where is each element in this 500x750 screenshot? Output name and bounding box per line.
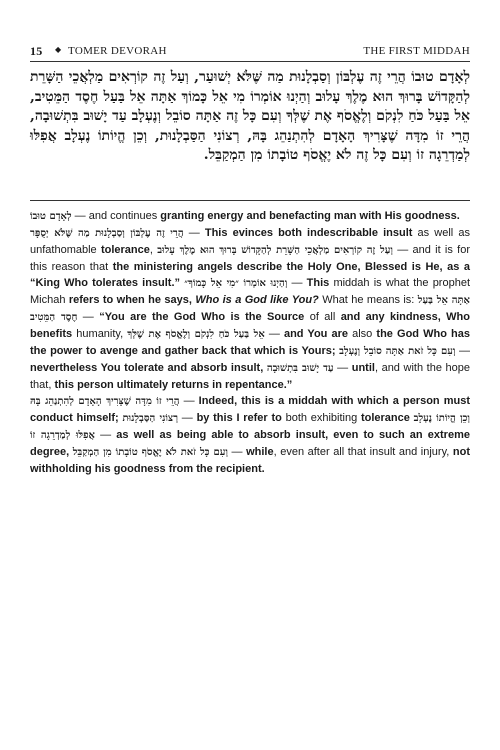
commentary-paragraph-2: הֲרֵי זֶה עֶלְבּוֹן וְסַבְלָנוּת מַה שֶּׁלֹּא יְסֻפָּר — This evinces both indescribable insult as well as unfathomable tolerance, וְעַל זֶה קוֹרְאִים מַלְאֲכֵי הַשָּׁרֵת לְהַקָּדוֹשׁ בָּרוּךְ הוּא מֶלֶךְ עָלוּב — and it is for this reason that the ministering angels describe the Holy One, Blessed is He, as a “King Who tolerates insult.” וְהַיְנוּ אוֹמְרוֹ ״מִי אֵל כָּמוֹךָ״ — This middah is what the prophet Michah refers to when he says, Who is a God like You? What he means is: אַתָּה אֵל בַּעַל חֶסֶד הַמֵּטִיב — “You are the God Who is the Source of all and any kindness, Who benefits humanity, אֵל בַּעַל כֹּחַ לִנְקֹם וְלֶאֱסֹף אֶת שֶׁלְּךָ — and You are also the God Who has the power to avenge and gather back that which is Yours; וְעִם כָּל זֹאת אַתָּה סוֹבֵל וְנֶעְלָב — nevertheless You tolerate and absorb insult, עַד יָשׁוּב בִּתְשׁוּבָה — until, and with the hope that, this person ultimately returns in repentance.” [30, 227, 470, 391]
book-page [30, 0, 470, 750]
commentary-paragraph-3: הֲרֵי זוֹ מִדָּה שֶׁצָּרִיךְ הָאָדָם לְהִתְנַהֵג בָּהּ — Indeed, this is a middah with which a person must conduct himself; רְצוֹנִי הַסַּבְלָנוּת — by this I refer to both exhibiting tolerance וְכֵן הֱיוֹתוֹ נֶעְלָב אֲפִלּוּ לְמַדְרֵגָה זוֹ — as well as being able to absorb insult, even to such an extreme degree, וְעִם כָּל זֹאת לֹא יֶאֱסֹף טוֹבָתוֹ מִן הַמְקַבֵּל — while, even after all that insult and injury, not withholding his goodness from the recipient. [30, 395, 470, 475]
text-divider [30, 200, 470, 201]
header-divider [30, 61, 470, 62]
book-title: TOMER DEVORAH [68, 45, 167, 57]
page-number: 15 [30, 44, 43, 58]
commentary-paragraph-1: לְאָדָם טוּבוֹ — and continues granting energy and benefacting man with His goodness. [30, 210, 460, 222]
running-header [30, 44, 470, 62]
translation-commentary [30, 208, 470, 477]
hebrew-source-text: לְאָדָם טוּבוֹ הֲרֵי זֶה עֶלְבּוֹן וְסַבְלָנוּת מַה שֶּׁלֹּא יְשׁוּעַר, וְעַל זֶה קוֹרְאִים מַלְאֲכֵי הַשָּׁרֵת לְהַקָּדוֹשׁ בָּרוּךְ הוּא מֶלֶךְ עָלוּב וְהַיְנוּ אוֹמְרוֹ מִי אֵל כָּמוֹךְ אַתָּה אֵל בַּעַל חֶסֶד הַמֵּטִיב, אֵל בַּעַל כֹּחַ לִנְקֹם וְלֶאֱסֹף אֶת שֶׁלְּךָ וְעִם כָּל זֶה אַתָּה סוֹבֵל וְנֶעְלָב עַד יָשׁוּב בִּתְשׁוּבָה, הֲרֵי זוֹ מִדָּה שֶׁצָּרִיךְ הָאָדָם לְהִתְנַהֵג בָּהּ, רְצוֹנִי הַסַּבְלָנוּת, וְכֵן הֱיוֹתוֹ נֶעְלָב אֲפִלּוּ לְמַדְרֵגָה זוֹ וְעִם כָּל זֶה לֹא יֶאֱסֹף טוֹבָתוֹ מִן הַמְקַבֵּל. [30, 69, 470, 164]
section-title: THE FIRST MIDDAH [363, 45, 470, 57]
diamond-icon: ◆ [55, 45, 62, 54]
